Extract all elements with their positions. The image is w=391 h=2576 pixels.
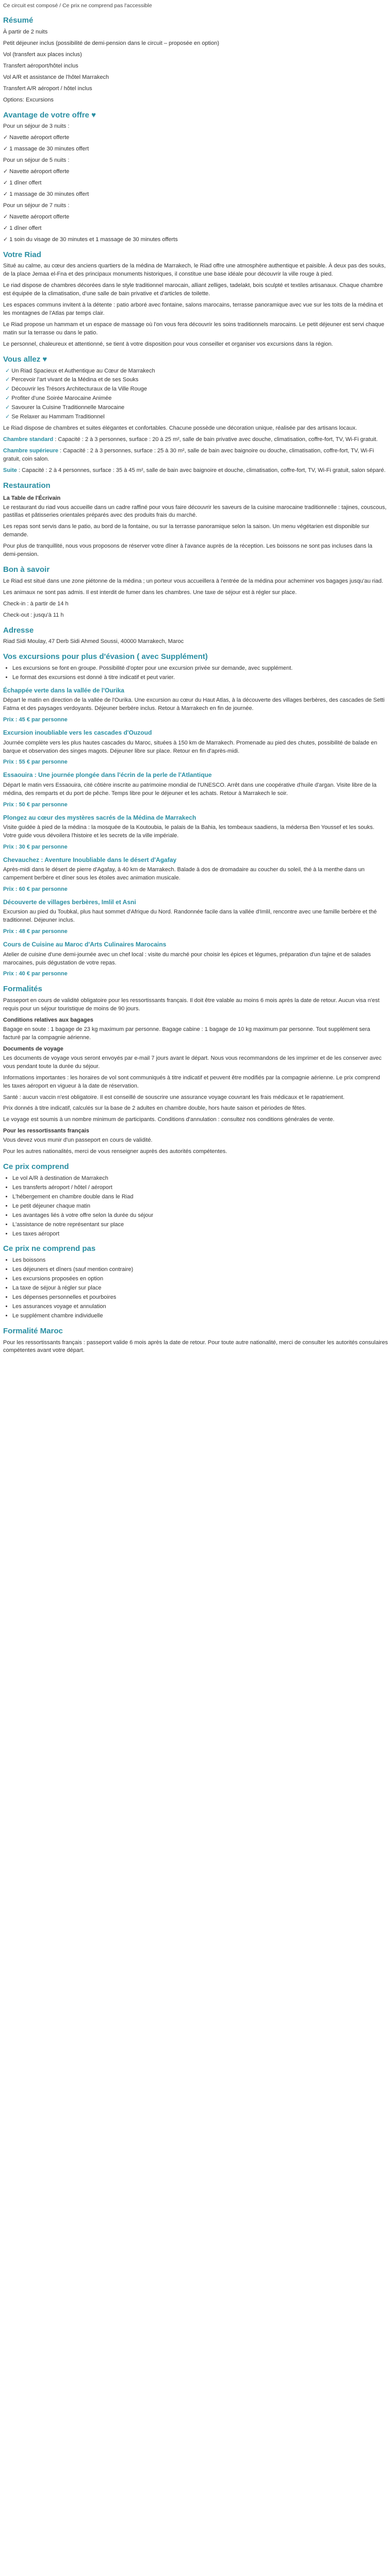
documents-title: Documents de voyage bbox=[3, 1045, 63, 1052]
excursion-title: Chevauchez : Aventure Inoubliable dans le désert d'Agafay bbox=[3, 856, 177, 863]
ne-comprend-title: Ce prix ne comprend pas bbox=[3, 1244, 96, 1253]
formalites-paragraph: Bagage en soute : 1 bagage de 23 kg maximum par personne. Bagage cabine : 1 bagage de 10 kg maximum par personne. Tout supplément sera facturé par la compagnie aérienne. bbox=[3, 1026, 370, 1041]
riad-paragraph: Le riad dispose de chambres décorées dans le style traditionnel marocain, alliant zelliges, tadelakt, bois sculpté et textiles artisanaux. Chaque chambre est équipée de la climatisation, d'une salle de bain privative et d'articles de toilette. bbox=[3, 282, 383, 297]
riad-paragraph: Situé au calme, au cœur des anciens quartiers de la médina de Marrakech, le Riad offre une atmosphère authentique et paisible. À deux pas des souks, de la place Jemaa el-Fna et des principaux monuments historiques, il constitue une base idéale pour découvrir la ville rouge à pied. bbox=[3, 263, 386, 278]
check-out-text: Check-out : jusqu'à 11 h bbox=[3, 612, 64, 618]
avantage-line: ✓ Navette aéroport offerte bbox=[3, 134, 70, 141]
offer-page: Ce circuit est composé / Ce prix ne comprend pas l'accessible Résumé À partir de 2 nuits Petit déjeuner inclus (possibilité de demi-pension dans le circuit – proposée en option) Vol (transfert aux places inclus) Transfert aéroport/hôtel inclus Vol A/R et assistance de l'hôtel Marrakech Transfert A/R aéroport / hôtel inclus Options: Excursions Avantage de votre offre ♥ Pour un séjour de 3 nuits : ✓ Navette aéroport offerte ✓ 1 massage de 30 minutes offert Pour un séjour de 5 nuits : ✓ Navette aéroport offerte ✓ 1 dîner offert ✓ 1 massage de 30 minutes offert Pour un séjour de 7 nuits : ✓ Navette aéroport offerte ✓ 1 dîner offert ✓ 1 soin du visage de 30 minutes et 1 massage de 30 minutes offerts Votre Riad Situé au calme, au cœur des anciens quartiers de la médina de Marrakech, le Riad offre une atmosphère authentique et paisible. À deux pas des souks, de la place Jemaa el-Fna et des principaux monuments historiques, il constitue une base idéale pour découvrir la ville rouge à pied. Le riad dispose de chambres décorées dans le style traditionnel marocain, alliant zelliges, tadelakt, bois sculpté et textiles artisanaux. Chaque chambre est équipée de la climatisation, d'une salle de bain privative et d'articles de toilette. Les espaces communs invitent à la détente : patio arboré avec fontaine, salons marocains, terrasse panoramique avec vue sur les toits de la médina et les montagnes de l'Atlas par temps clair. Le Riad propose un hammam et un espace de massage où l'on vous fera découvrir les soins traditionnels marocains. Le petit déjeuner est servi chaque matin sur la terrasse ou dans le patio. Le personnel, chaleureux et attentionné, se tient à votre disposition pour vous conseiller et organiser vos excursions dans la région. Vous allez ♥ ✓ Un Riad Spacieux et Authentique au Cœur de Marrakech ✓ Percevoir l'art vivant de la Médina et de ses Souks ✓ Découvrir les Trésors Architecturaux de la Ville Rouge ✓ Profiter d'une Soirée Marocaine Animée ✓ Savourer la Cuisine Traditionnelle Marocaine ✓ Se Relaxer au Hammam Traditionnel Le Riad dispose de chambres et suites élégantes et confortables. Chacune possède une décoration unique, réalisée par des artisans locaux. Chambre standard : Capacité : 2 à 3 personnes, surface : 20 à 25 m², salle de bain privative avec douche, climatisation, coffre-fort, TV, Wi-Fi gratuit. Chambre supérieure : Capacité : 2 à 3 personnes, surface : 25 à 30 m², salle de bain avec baignoire ou douche, climatisation, coffre-fort, TV, Wi-Fi gratuit, coin salon. Suite : Capacité : 2 à 4 personnes, surface : 35 à 45 m², salle de bain avec baignoire et douche, climatisation, coffre-fort, TV, Wi-Fi gratuit, salon séparé. Restauration La Table de l'Écrivain Le restaurant du riad vous accueille dans un cadre raffiné pour vous faire découvrir les saveurs de la cuisine marocaine traditionnelle : tajines, couscous, pastillas et pâtisseries orientales préparés avec des produits frais du marché. Les repas sont servis dans le patio, au bord de la fontaine, ou sur la terrasse panoramique selon la saison. Un menu végétarien est disponible sur demande. Pour plus de tranquillité, nous vous proposons de réserver votre dîner à l'avance auprès de la réception. Les boissons ne sont pas incluses dans la demi-pension. Bon à savoir Le Riad est situé dans une zone piétonne de la médina ; un porteur vous accueillera à l'entrée de la médina pour acheminer vos bagages jusqu'au riad. Les animaux ne sont pas admis. Il est interdit de fumer dans les chambres. Une taxe de séjour est à régler sur place. Check-in : à partir de 14 h Check-out : jusqu'à 11 h Adresse Riad Sidi Moulay, 47 Derb Sidi Ahmed Soussi, 40000 Marrakech, Maroc Vos excursions pour plus d'évasion ( avec Supplément) • Les excursions se font en groupe. Possibilité d'opter pour une excursion privée sur demande, avec supplément. • Le format des excursions est donné à titre indicatif et peut varier. Échappée verte dans la vallée de l'Ourika Départ le matin en direction de la vallée de l'Ourika. Une excursion au cœur du Haut Atlas, à la découverte des villages berbères, des cascades de Setti Fatma et des paysages verdoyants. Déjeuner berbère inclus. Retour à Marrakech en fin de journée. Prix : 45 € par personne Excursion inoubliable vers les cascades d'Ouzoud Journée complète vers les plus hautes cascades du Maroc, situées à 150 km de Marrakech. Promenade au pied des chutes, possibilité de balade en barque et observation des singes magots. Déjeuner libre sur place. Retour en fin d'après-midi. Prix : 55 € par personne Essaouira : Une journée plongée dans l'écrin de la perle de l'Atlantique Départ le matin vers Essaouira, cité côtière inscrite au patrimoine mondial de l'UNESCO. Arrêt dans une coopérative d'huile d'argan. Visite libre de la médina, des remparts et du port de pêche. Temps libre pour le déjeuner et les achats. Retour à Marrakech le soir. Prix : 50 € par personne Plongez au cœur des mystères sacrés de la Médina de Marrakech Visite guidée à pied de la médina : la mosquée de la Koutoubia, le palais de la Bahia, les tombeaux saadiens, la médersa Ben Youssef et les souks. Votre guide vous dévoilera l'histoire et les secrets de la ville impériale. Prix : 30 € par personne Chevauchez : Aventure Inoubliable dans le désert d'Agafay Après-midi dans le désert de pierre d'Agafay, à 40 km de Marrakech. Balade à dos de dromadaire au coucher du soleil, thé à la menthe dans un campement berbère et dîner sous les étoiles avec animation musicale. Prix : 60 € par personne Découverte de villages berbères, Imlil et Asni Excursion au pied du Toubkal, plus haut sommet d'Afrique du Nord. Randonnée facile dans la vallée d'Imlil, rencontre avec une famille berbère et thé traditionnel. Déjeuner inclus. Prix : 48 € par personne Cours de Cuisine au Maroc d'Arts Culinaires Marocains Atelier de cuisine d'une demi-journée avec un chef local : visite du marché pour choisir les épices et légumes, préparation d'un tajine et de salades marocaines, puis dégustation de votre repas. Prix : 40 € par personne Formalités Passeport en cours de validité obligatoire pour les ressortissants français. Il doit être valable au moins 6 mois après la date de retour. Aucun visa n'est requis pour un séjour touristique de moins de 90 jours. Conditions relatives aux bagages Bagage en soute : 1 bagage de 23 kg maximum par personne. Bagage cabine : 1 bagage de 10 kg maximum par personne. Tout supplément sera facturé par la compagnie aérienne. Documents de voyage Les documents de voyage vous seront envoyés par e-mail 7 jours avant le départ. Nous vous recommandons de les imprimer et de les conserver avec vous pendant toute la durée du séjour. Informations importantes : les horaires de vol sont communiqués à titre indicatif et peuvent être modifiés par la compagnie aérienne. Le prix comprend les taxes aéroport en vigueur à la date de réservation. Santé : aucun vaccin n'est obligatoire. Il est conseillé de souscrire une assurance voyage couvrant les frais médicaux et le rapatriement. Prix donnés à titre indicatif, calculés sur la base de 2 adultes en chambre double, hors haute saison et périodes de fêtes. Le voyage est soumis à un nombre minimum de participants. Conditions d'annulation : consultez nos conditions générales de vente. Pour les ressortissants français Vous devez vous munir d'un passeport en cours de validité. Pour les autres nationalités, merci de vous renseigner auprès des autorités compétentes. Ce prix comprend • Le vol A/R à destination de Marrakech • Les transferts aéroport / hôtel / aéroport • L'hébergement en chambre double dans le Riad • Le petit déjeuner chaque matin • Les avantages liés à votre offre selon la durée du séjour • L'assistance de notre représentant sur place • Les taxes aéroport Ce prix ne comprend pas • Les boissons • Les déjeuners et dîners (sauf mention contraire) • Les excursions proposées en option • La taxe de séjour à régler sur place • Les dépenses personnelles et pourboires • Les assurances voyage et annulation • Le supplément chambre individuelle Formalité Maroc Pour les ressortissants français : passeport valide 6 mois après la date de retour. Pour toute autre nationalité, merci de consulter les autorités consulaires compétentes avant votre départ. bbox=[0, 0, 391, 1355]
chambre-standard-title: Chambre standard bbox=[3, 436, 54, 443]
list-item: ✓ Percevoir l'art vivant de la Médina et de ses Souks bbox=[5, 376, 388, 384]
excursion-text: Atelier de cuisine d'une demi-journée avec un chef local : visite du marché pour choisir les épices et légumes, préparation d'un tajine et de salades marocaines, puis dégustation de votre repas. bbox=[3, 951, 371, 966]
vous-allez-list bbox=[3, 367, 388, 422]
formalites-title: Formalités bbox=[3, 985, 42, 994]
formalites-paragraph: Passeport en cours de validité obligatoire pour les ressortissants français. Il doit être valable au moins 6 mois après la date de retour. Aucun visa n'est requis pour un séjour touristique de moins de 90 jours. bbox=[3, 997, 380, 1012]
excursion-text: Journée complète vers les plus hautes cascades du Maroc, situées à 150 km de Marrakech. Promenade au pied des chutes, possibilité de balade en barque et observation des singes magots. Déjeuner libre sur place. Retour en fin d'après-midi. bbox=[3, 739, 378, 754]
ne-comprend-list bbox=[3, 1257, 388, 1320]
restauration-paragraph: Le restaurant du riad vous accueille dans un cadre raffiné pour vous faire découvrir les saveurs de la cuisine marocaine traditionnelle : tajines, couscous, pastillas et pâtisseries orientales préparés avec des produits frais du marché. bbox=[3, 504, 387, 519]
avantage-line: ✓ 1 massage de 30 minutes offert bbox=[3, 146, 89, 152]
excursion-text: Visite guidée à pied de la médina : la mosquée de la Koutoubia, le palais de la Bahia, les tombeaux saadiens, la médersa Ben Youssef et les souks. Votre guide vous dévoilera l'histoire et les secrets de la ville impériale. bbox=[3, 824, 374, 839]
list-item: • L'hébergement en chambre double dans le Riad bbox=[12, 1193, 388, 1201]
excursion-card bbox=[3, 771, 388, 809]
list-item: • Le vol A/R à destination de Marrakech bbox=[12, 1175, 388, 1183]
adresse-text: Riad Sidi Moulay, 47 Derb Sidi Ahmed Soussi, 40000 Marrakech, Maroc bbox=[3, 638, 184, 645]
chambre-superieure-text: Capacité : 2 à 3 personnes, surface : 25 à 30 m², salle de bain avec baignoire ou douche, climatisation, coffre-fort, TV, Wi-Fi gratuit, coin salon. bbox=[3, 448, 374, 462]
formalite-maroc-text: Pour les ressortissants français : passeport valide 6 mois après la date de retour. Pour toute autre nationalité, merci de consulter les autorités consulaires compétentes avant votre départ. bbox=[3, 1339, 388, 1354]
bagages-title: Conditions relatives aux bagages bbox=[3, 1017, 93, 1024]
excursion-text: Après-midi dans le désert de pierre d'Agafay, à 40 km de Marrakech. Balade à dos de dromadaire au coucher du soleil, thé à la menthe dans un campement berbère et dîner sous les étoiles avec animation musicale. bbox=[3, 867, 365, 882]
restauration-paragraph: Les repas sont servis dans le patio, au bord de la fontaine, ou sur la terrasse panoramique selon la saison. Un menu végétarien est disponible sur demande. bbox=[3, 523, 369, 538]
avantage-line: Pour un séjour de 5 nuits : bbox=[3, 157, 70, 164]
list-item: ✓ Profiter d'une Soirée Marocaine Animée bbox=[5, 395, 388, 403]
avantage-line: ✓ Navette aéroport offerte bbox=[3, 213, 70, 220]
suite-title: Suite bbox=[3, 467, 17, 473]
formalites-paragraph: Informations importantes : les horaires de vol sont communiqués à titre indicatif et peuvent être modifiés par la compagnie aérienne. Le prix comprend les taxes aéroport en vigueur à la date de réservation. bbox=[3, 1074, 380, 1089]
list-item: • Les dépenses personnelles et pourboires bbox=[12, 1294, 388, 1302]
avantage-line: ✓ 1 dîner offert bbox=[3, 179, 42, 186]
excursion-price: Prix : 30 € par personne bbox=[3, 843, 68, 850]
ce-prix-list bbox=[3, 1175, 388, 1239]
avantage-line: ✓ 1 massage de 30 minutes offert bbox=[3, 191, 89, 197]
resume-title: Résumé bbox=[3, 16, 34, 25]
resume-line: Petit déjeuner inclus (possibilité de demi-pension dans le circuit – proposée en option) bbox=[3, 40, 219, 46]
formalite-maroc-title: Formalité Maroc bbox=[3, 1326, 63, 1335]
list-item: • Le petit déjeuner chaque matin bbox=[12, 1202, 388, 1211]
resume-line: Options: Excursions bbox=[3, 96, 54, 103]
check-in-text: Check-in : à partir de 14 h bbox=[3, 600, 69, 607]
excursion-card bbox=[3, 856, 388, 894]
avantage-line: Pour un séjour de 7 nuits : bbox=[3, 202, 70, 209]
list-item: • Les taxes aéroport bbox=[12, 1230, 388, 1239]
excursion-title: Excursion inoubliable vers les cascades d'Ouzoud bbox=[3, 729, 152, 737]
excursion-card bbox=[3, 728, 388, 767]
excursion-title: Cours de Cuisine au Maroc d'Arts Culinaires Marocains bbox=[3, 941, 167, 948]
riad-paragraph: Le personnel, chaleureux et attentionné, se tient à votre disposition pour vous conseiller et organiser vos excursions dans la région. bbox=[3, 341, 333, 347]
list-item: • Les excursions se font en groupe. Possibilité d'opter pour une excursion privée sur demande, avec supplément. bbox=[12, 665, 388, 673]
ressortissants-text: Vous devez vous munir d'un passeport en cours de validité. bbox=[3, 1137, 153, 1144]
list-item: ✓ Se Relaxer au Hammam Traditionnel bbox=[5, 413, 388, 421]
avantage-line: ✓ 1 dîner offert bbox=[3, 225, 42, 231]
formalites-paragraph: Les documents de voyage vous seront envoyés par e-mail 7 jours avant le départ. Nous vous recommandons de les imprimer et de les conserver avec vous pendant toute la durée du séjour. bbox=[3, 1055, 382, 1070]
bon-savoir-title: Bon à savoir bbox=[3, 565, 50, 574]
formalites-paragraph: Prix donnés à titre indicatif, calculés sur la base de 2 adultes en chambre double, hors haute saison et périodes de fêtes. bbox=[3, 1105, 306, 1112]
avantage-line: ✓ Navette aéroport offerte bbox=[3, 168, 70, 175]
list-item: • Les avantages liés à votre offre selon la durée du séjour bbox=[12, 1212, 388, 1220]
riad-paragraph: Le Riad propose un hammam et un espace de massage où l'on vous fera découvrir les soins traditionnels marocains. Le petit déjeuner est servi chaque matin sur la terrasse ou dans le patio. bbox=[3, 321, 384, 336]
restauration-subtitle: La Table de l'Écrivain bbox=[3, 495, 61, 501]
resume-list bbox=[3, 28, 388, 105]
bon-savoir-paragraph: Le Riad est situé dans une zone piétonne de la médina ; un porteur vous accueillera à l'entrée de la médina pour acheminer vos bagages jusqu'au riad. bbox=[3, 578, 383, 584]
bon-savoir-paragraph: Les animaux ne sont pas admis. Il est interdit de fumer dans les chambres. Une taxe de séjour est à régler sur place. bbox=[3, 589, 297, 596]
list-item: • Le format des excursions est donné à titre indicatif et peut varier. bbox=[12, 674, 388, 682]
list-item: • Les déjeuners et dîners (sauf mention contraire) bbox=[12, 1266, 388, 1274]
list-item: • Le supplément chambre individuelle bbox=[12, 1312, 388, 1320]
resume-line: Vol A/R et assistance de l'hôtel Marrakech bbox=[3, 74, 109, 80]
excursion-card bbox=[3, 940, 388, 978]
list-item: ✓ Un Riad Spacieux et Authentique au Cœur de Marrakech bbox=[5, 367, 388, 376]
excursion-text: Départ le matin vers Essaouira, cité côtière inscrite au patrimoine mondial de l'UNESCO. Arrêt dans une coopérative d'huile d'argan. Visite libre de la médina, des remparts et du port de pêche. Temps libre pour le déjeuner et les achats. Retour à Marrakech le soir. bbox=[3, 782, 377, 796]
excursions-title: Vos excursions pour plus d'évasion ( avec Supplément) bbox=[3, 652, 208, 662]
avantage-line: Pour un séjour de 3 nuits : bbox=[3, 123, 70, 130]
resume-line: Vol (transfert aux places inclus) bbox=[3, 51, 82, 58]
excursion-price: Prix : 60 € par personne bbox=[3, 886, 68, 893]
adresse-title: Adresse bbox=[3, 625, 34, 635]
excursion-price: Prix : 55 € par personne bbox=[3, 759, 68, 766]
formalites-paragraph: Santé : aucun vaccin n'est obligatoire. Il est conseillé de souscrire une assurance voyage couvrant les frais médicaux et le rapatriement. bbox=[3, 1094, 345, 1100]
avantage-list bbox=[3, 123, 388, 244]
chambre-standard-text: Capacité : 2 à 3 personnes, surface : 20 à 25 m², salle de bain privative avec douche, climatisation, coffre-fort, TV, Wi-Fi gratuit. bbox=[58, 436, 378, 443]
resume-line: À partir de 2 nuits bbox=[3, 28, 48, 35]
restauration-title: Restauration bbox=[3, 481, 51, 490]
list-item: • Les boissons bbox=[12, 1257, 388, 1265]
votre-riad-title: Votre Riad bbox=[3, 250, 41, 259]
excursion-card bbox=[3, 814, 388, 852]
list-item: ✓ Savourer la Cuisine Traditionnelle Marocaine bbox=[5, 404, 388, 412]
list-item: • Les excursions proposées en option bbox=[12, 1275, 388, 1283]
resume-line: Transfert aéroport/hôtel inclus bbox=[3, 62, 78, 69]
avantage-title: Avantage de votre offre ♥ bbox=[3, 110, 96, 120]
excursion-text: Départ le matin en direction de la vallée de l'Ourika. Une excursion au cœur du Haut Atlas, à la découverte des villages berbères, des cascades de Setti Fatma et des paysages verdoyants. Déjeuner berbère inclus. Retour à Marrakech en fin de journée. bbox=[3, 697, 385, 712]
avantage-line: ✓ 1 soin du visage de 30 minutes et 1 massage de 30 minutes offerts bbox=[3, 236, 178, 243]
excursion-title: Découverte de villages berbères, Imlil et Asni bbox=[3, 898, 136, 906]
chambre-intro: Le Riad dispose de chambres et suites élégantes et confortables. Chacune possède une décoration unique, réalisée par des artisans locaux. bbox=[3, 425, 357, 432]
suite-text: Capacité : 2 à 4 personnes, surface : 35 à 45 m², salle de bain avec baignoire et douche, climatisation, coffre-fort, TV, Wi-Fi gratuit, salon séparé. bbox=[22, 467, 386, 473]
chambre-superieure-title: Chambre supérieure bbox=[3, 448, 58, 454]
list-item: ✓ Découvrir les Trésors Architecturaux de la Ville Rouge bbox=[5, 385, 388, 394]
excursion-price: Prix : 45 € par personne bbox=[3, 717, 68, 723]
resume-line: Transfert A/R aéroport / hôtel inclus bbox=[3, 85, 92, 92]
list-item: • Les assurances voyage et annulation bbox=[12, 1303, 388, 1311]
riad-paragraph: Les espaces communs invitent à la détente : patio arboré avec fontaine, salons marocains, terrasse panoramique avec vue sur les toits de la médina et les montagnes de l'Atlas par temps clair. bbox=[3, 302, 383, 317]
excursion-price: Prix : 48 € par personne bbox=[3, 928, 68, 935]
ce-prix-title: Ce prix comprend bbox=[3, 1162, 69, 1172]
excursion-title: Essaouira : Une journée plongée dans l'écrin de la perle de l'Atlantique bbox=[3, 771, 212, 779]
list-item: • La taxe de séjour à régler sur place bbox=[12, 1284, 388, 1293]
excursion-title: Échappée verte dans la vallée de l'Ourika bbox=[3, 686, 124, 694]
excursion-price: Prix : 50 € par personne bbox=[3, 801, 68, 808]
excursion-card bbox=[3, 686, 388, 724]
formalites-paragraph: Le voyage est soumis à un nombre minimum de participants. Conditions d'annulation : consultez nos conditions générales de vente. bbox=[3, 1116, 335, 1123]
list-item: • L'assistance de notre représentant sur place bbox=[12, 1221, 388, 1229]
excursion-title: Plongez au cœur des mystères sacrés de la Médina de Marrakech bbox=[3, 814, 197, 821]
ressortissants-text: Pour les autres nationalités, merci de vous renseigner auprès des autorités compétentes. bbox=[3, 1148, 227, 1155]
excursion-card bbox=[3, 898, 388, 936]
excursion-text: Excursion au pied du Toubkal, plus haut sommet d'Afrique du Nord. Randonnée facile dans la vallée d'Imlil, rencontre avec une famille berbère et thé traditionnel. Déjeuner inclus. bbox=[3, 909, 377, 924]
restauration-paragraph: Pour plus de tranquillité, nous vous proposons de réserver votre dîner à l'avance auprès de la réception. Les boissons ne sont pas incluses dans la demi-pension. bbox=[3, 543, 372, 558]
ressortissants-title: Pour les ressortissants français bbox=[3, 1128, 89, 1134]
vous-allez-title: Vous allez ♥ bbox=[3, 354, 47, 364]
intro-text: Ce circuit est composé / Ce prix ne comprend pas l'accessible bbox=[3, 3, 152, 9]
excursion-price: Prix : 40 € par personne bbox=[3, 971, 68, 977]
list-item: • Les transferts aéroport / hôtel / aéroport bbox=[12, 1184, 388, 1192]
excursions-intro-list bbox=[3, 665, 388, 682]
